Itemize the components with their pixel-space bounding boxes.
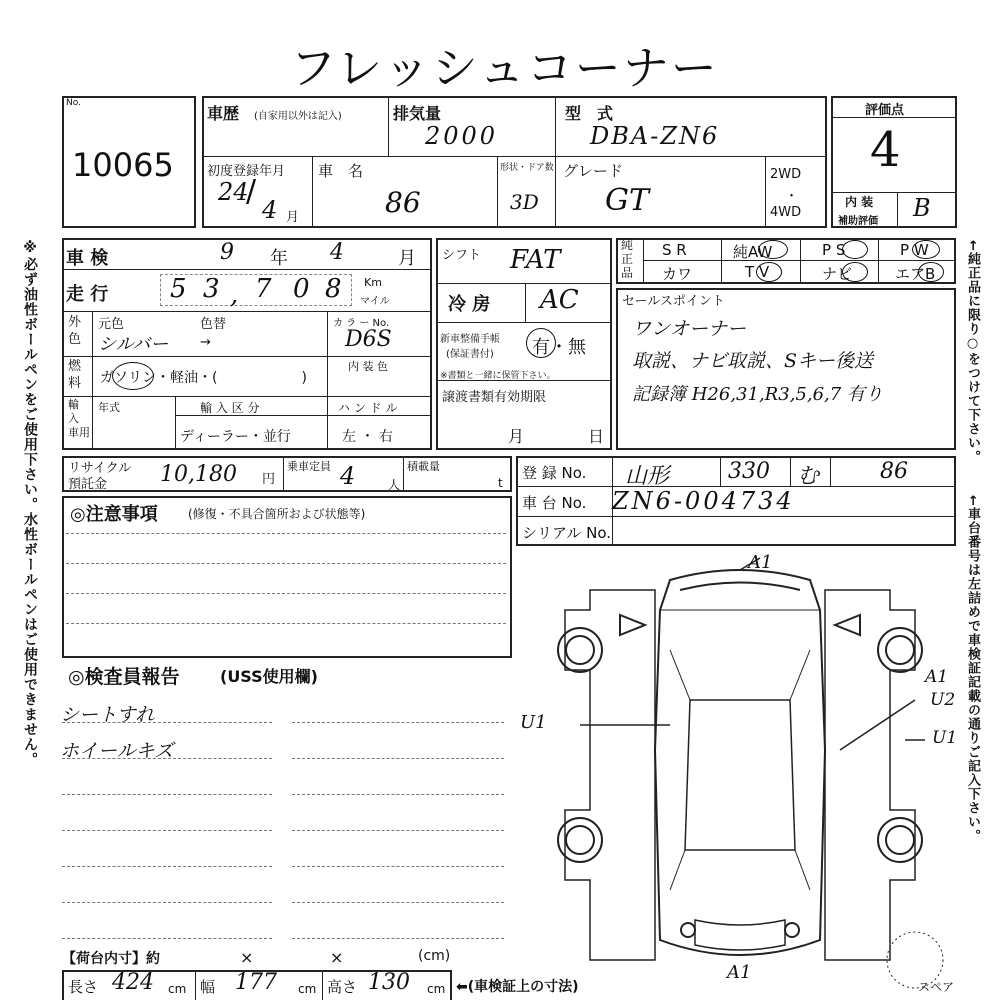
capacity-unit: 人	[388, 478, 401, 492]
genuine-tv: T V	[745, 263, 770, 281]
caution-subtitle: (修復・不具合箇所および状態等)	[188, 507, 366, 521]
fuel-side-label: 燃 料	[68, 359, 82, 391]
aircon-value: AC	[540, 285, 579, 315]
recycle-label: リサイクル	[68, 461, 132, 476]
handle-label: ハ ン ド ル	[338, 401, 398, 415]
mileage-unit-mile: マイル	[360, 296, 390, 307]
first-reg-month-unit: 月	[286, 210, 300, 225]
displacement-label: 排気量	[393, 104, 442, 123]
side-note-left: ※必ず油性ボールペンをご使用下さい。水性ボールペンはご使用できません。	[22, 240, 38, 767]
length-label: 長さ	[68, 978, 99, 996]
damage-bottom: A1	[727, 962, 752, 983]
width-label: 幅	[200, 978, 216, 996]
sales-points-label: セールスポイント	[622, 294, 725, 309]
damage-right-1: A1	[925, 667, 949, 687]
genuine-navi-circle	[842, 262, 868, 282]
fuel-selected-circle	[112, 362, 154, 390]
page-title: フレッシュコーナー	[290, 41, 719, 95]
docs-expiry-day: 日	[588, 427, 605, 446]
inspector-subtitle: (USS使用欄)	[220, 667, 318, 686]
docs-expiry-month: 月	[508, 427, 525, 446]
genuine-airbag: エアB	[895, 265, 936, 283]
mileage-digit-2: 3	[203, 274, 220, 304]
drive-dot: ・	[785, 189, 799, 204]
aircon-label: 冷 房	[448, 294, 491, 315]
sales-point-3: 記録簿 H26,31,R3,5,6,7 有り	[632, 384, 883, 405]
first-reg-year: 24	[218, 178, 249, 206]
genuine-tv-circle	[756, 262, 782, 282]
genuine-pw: P W	[900, 241, 929, 259]
interior-sub: 補助評価	[838, 216, 878, 227]
serial-label: シリアル No.	[522, 524, 612, 542]
cargo-x2: ×	[330, 948, 344, 967]
capacity-value: 4	[340, 462, 356, 490]
genuine-side-label: 純 正 品	[621, 238, 634, 280]
damage-right-3: U1	[932, 728, 958, 748]
sales-point-1: ワンオーナー	[632, 318, 747, 340]
drive-2wd: 2WD	[770, 167, 802, 182]
sales-point-2: 取説、ナビ取説、Sキー後送	[632, 350, 874, 372]
side-note-right-chassis: ←車台番号は左詰めで車検証記載の通りご記入下さい。	[965, 495, 980, 843]
registration-region: 山形	[625, 464, 670, 489]
genuine-ps-circle	[842, 240, 868, 259]
shift-value: FAT	[510, 245, 561, 275]
interior-label: 内 装	[845, 195, 874, 209]
length-value: 424	[112, 970, 154, 995]
interior-color-label: 内 装 色	[348, 360, 388, 373]
damage-right-2: U2	[930, 690, 956, 710]
history-label: 車歴	[207, 104, 240, 123]
car-diagram	[520, 550, 960, 1000]
manual-value: 有・無	[532, 337, 586, 358]
inspection-label: 車 検	[66, 248, 109, 269]
recycle-sublabel: 預託金	[68, 477, 108, 492]
mileage-digit-3: 7	[255, 274, 272, 304]
mileage-unit-km: Km	[364, 276, 382, 289]
load-label: 積載量	[407, 460, 440, 473]
color-change-label: 色替	[200, 317, 227, 332]
cargo-label: 【荷台内寸】約	[62, 951, 160, 967]
lot-number: 10065	[72, 146, 174, 184]
height-label: 高さ	[327, 978, 358, 996]
width-value: 177	[235, 970, 277, 995]
color-orig-label: 元色	[98, 317, 125, 332]
rating-value: 4	[870, 122, 901, 178]
registration-kana: む	[797, 464, 820, 489]
car-name-value: 86	[385, 186, 421, 219]
car-name-label: 車 名	[318, 162, 364, 180]
load-unit: t	[498, 476, 503, 490]
grade-value: GT	[605, 183, 649, 218]
cargo-unit: (cm)	[418, 948, 451, 964]
model-label: 型 式	[565, 104, 614, 123]
mileage-digit-5: 8	[325, 274, 342, 304]
mileage-digit-4: 0	[293, 274, 310, 304]
import-year-label: 年式	[98, 401, 120, 414]
doors-value: 3D	[510, 190, 539, 214]
color-side-label: 外 色	[68, 315, 82, 347]
genuine-pw-circle	[912, 240, 940, 259]
spare-label: スペア	[918, 980, 955, 994]
manual-selected-circle	[526, 328, 556, 358]
genuine-aw-circle	[758, 240, 788, 259]
handle-value: 左 ・ 右	[342, 429, 393, 445]
manual-note: ※書類と一緒に保管下さい。	[440, 371, 556, 381]
height-value: 130	[368, 970, 410, 995]
manual-label: 新車整備手帳	[440, 334, 500, 345]
length-unit: cm	[168, 982, 187, 996]
mileage-comma: ,	[230, 280, 239, 310]
cargo-x1: ×	[240, 948, 254, 967]
inspector-note-1: シートすれ	[60, 704, 155, 726]
genuine-leather: カワ	[662, 265, 693, 283]
inspection-month-unit: 月	[398, 248, 416, 269]
drive-4wd: 4WD	[770, 205, 802, 220]
chassis-value: ZN6-004734	[612, 487, 795, 515]
dimensions-note: ⬅(車検証上の寸法)	[456, 979, 579, 995]
recycle-value: 10,180	[160, 462, 237, 487]
genuine-navi: ナビ	[822, 265, 853, 283]
side-note-right-genuine: ←純正品に限り○をつけて下さい。	[965, 240, 980, 464]
genuine-aw: 純AW	[733, 243, 773, 261]
registration-class: 330	[728, 459, 770, 484]
inspector-note-2: ホイールキズ	[60, 740, 174, 762]
color-orig-value: シルバー	[98, 334, 169, 355]
mileage-label: 走 行	[66, 284, 109, 305]
recycle-unit: 円	[262, 472, 276, 487]
displacement-value: 2000	[425, 122, 499, 150]
lot-mark: No.	[66, 98, 81, 108]
width-unit: cm	[298, 982, 317, 996]
capacity-label: 乗車定員	[287, 460, 331, 473]
rating-label: 評価点	[865, 103, 905, 118]
genuine-sr: S R	[662, 241, 687, 259]
manual-sublabel: (保証書付)	[446, 349, 494, 360]
inspector-title: ◎検査員報告	[68, 666, 180, 688]
registration-number: 86	[880, 459, 908, 484]
color-code-value: D6S	[345, 327, 392, 352]
color-arrow: →	[200, 335, 211, 350]
model-value: DBA-ZN6	[590, 122, 720, 150]
doors-label: 形状・ドア数	[500, 163, 554, 173]
inspection-year: 9	[220, 240, 234, 265]
import-side-label: 輸 入 車用	[68, 398, 90, 439]
first-reg-label: 初度登録年月	[207, 164, 286, 179]
damage-top: A1	[748, 552, 773, 573]
docs-expiry-label: 譲渡書類有効期限	[442, 390, 547, 405]
color-code-label: カ ラ ー No.	[333, 318, 390, 329]
grade-label: グレード	[563, 162, 624, 180]
import-class-label: 輸 入 区 分	[200, 401, 260, 415]
registration-label: 登 録 No.	[522, 464, 587, 482]
height-unit: cm	[427, 982, 446, 996]
interior-value: B	[913, 194, 931, 222]
genuine-airbag-circle	[918, 262, 944, 282]
first-reg-slash: /	[246, 174, 257, 209]
inspection-month: 4	[330, 240, 344, 265]
first-reg-month: 4	[262, 196, 278, 224]
fuel-options: ガソリン・軽油・( )	[100, 370, 307, 386]
mileage-digit-1: 5	[170, 274, 187, 304]
caution-title: ◎注意事項	[70, 504, 158, 525]
chassis-label: 車 台 No.	[522, 494, 587, 512]
shift-label: シフト	[442, 248, 482, 263]
import-class-value: ディーラー・並行	[180, 429, 291, 445]
history-note: (自家用以外は記入)	[254, 111, 342, 122]
damage-left: U1	[520, 712, 547, 733]
genuine-ps: P S	[822, 241, 846, 259]
inspection-year-unit: 年	[270, 248, 288, 269]
